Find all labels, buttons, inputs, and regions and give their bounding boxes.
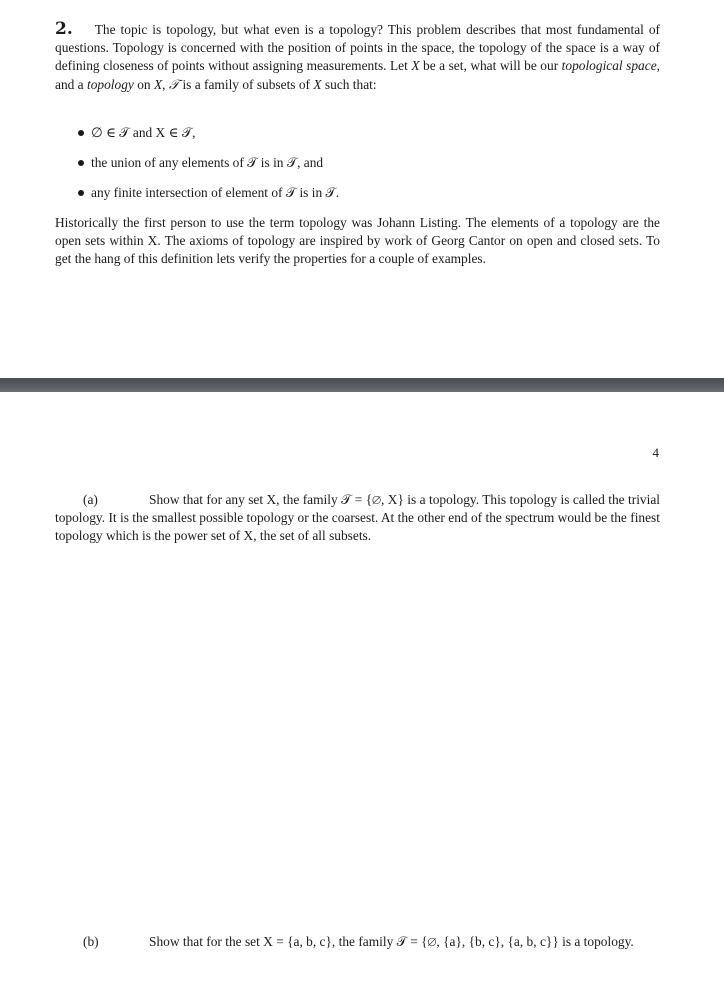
part-b-label: (b) [83,934,99,949]
axiom-1: ∅ ∈ 𝒯 and X ∈ 𝒯, [91,125,196,140]
bullet-icon [78,160,84,166]
page-number: 4 [652,445,659,460]
part-a-text: Show that for any set X, the family 𝒯 = {∅, X} is a topology. This topology is called the trivial topology. It is the smallest possible topology or the coarsest. At the other end of the spectrum would be the finest topology which is the power set of X, the set of all subsets. [55,492,660,544]
axiom-2: the union of any elements of 𝒯 is in 𝒯, and [91,155,324,170]
page-top [0,0,724,378]
page-bottom [0,392,724,988]
axiom-3: any finite intersection of element of 𝒯 is in 𝒯. [91,185,340,200]
problem-intro [55,20,660,94]
history-paragraph: Historically the first person to use the term topology was Johann Listing. The elements of a topology are the open sets within X. The axioms of topology are inspired by work of Georg Cantor on open and closed sets. To get the hang of this definition lets verify the properties for a couple of examples. [55,215,660,267]
problem-number: 2. [55,19,73,39]
list-item [78,184,660,214]
part-b-text: Show that for the set X = {a, b, c}, the family 𝒯 = {∅, {a}, {b, c}, {a, b, c}} is a topology. [149,934,634,949]
axiom-list [78,124,660,214]
bullet-icon [78,190,84,196]
page-divider [0,378,724,392]
problem-intro-text: The topic is topology, but what even is a topology? This problem describes that most fundamental of questions. Topology is concerned with the position of points in the space, the topology of the space is a way of defining closeness of points without assigning measurements. Let X be a set, what will be our topological space, and a topology on X, 𝒯 is a family of subsets of X such that: [55,22,660,92]
part-a-label: (a) [83,492,98,507]
list-item [78,154,660,184]
bullet-icon [78,130,84,136]
list-item [78,124,660,154]
part-b [55,933,660,951]
part-a [55,491,660,546]
